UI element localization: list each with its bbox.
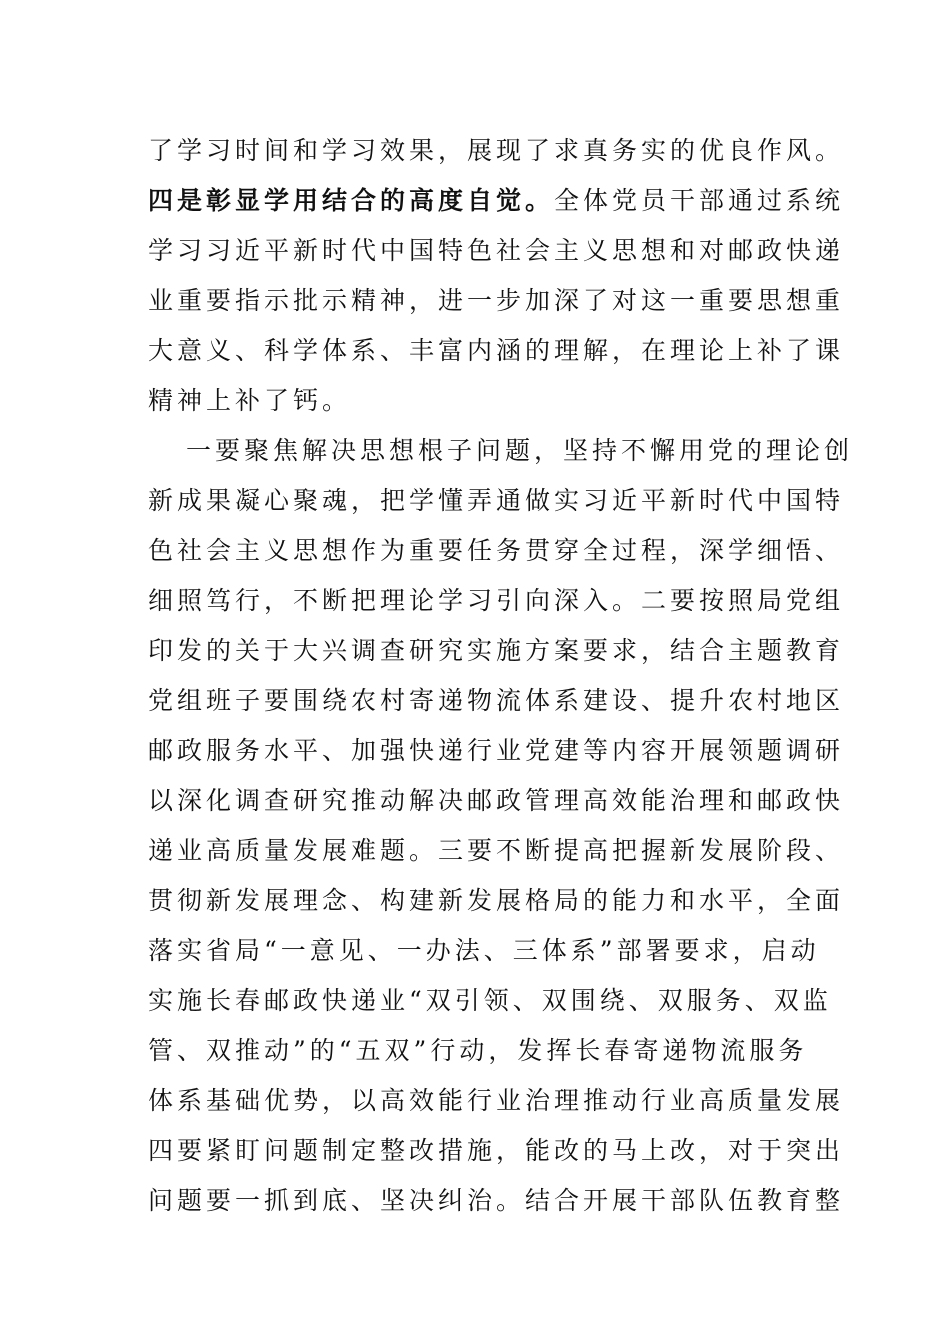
text-line: 体系基础优势，以高效能行业治理推动行业高质量发展 [148,1086,845,1115]
text-line: 印发的关于大兴调查研究实施方案要求，结合主题教育 [148,636,845,665]
text-line: 实施长春邮政快递业“双引领、双围绕、双服务、双监 [148,986,832,1015]
text-line: 以深化调查研究推动解决邮政管理高效能治理和邮政快 [148,786,845,815]
text-line: 学习习近平新时代中国特色社会主义思想和对邮政快递 [148,236,845,265]
bold-heading: 四是彰显学用结合的高度自觉。 [148,186,555,215]
text-line: 了学习时间和学习效果，展现了求真务实的优良作风。 [148,136,845,165]
text-line: 一要聚焦解决思想根子问题，坚持不懈用党的理论创 [186,436,854,465]
text-line: 精神上补了钙。 [148,386,352,415]
text-line: 落实省局“一意见、一办法、三体系”部署要求，启动 [148,936,820,965]
text-line-continuation: 全体党员干部通过系统 [554,186,845,215]
text-line: 党组班子要围绕农村寄递物流体系建设、提升农村地区 [148,686,845,715]
text-line: 业重要指示批示精神，进一步加深了对这一重要思想重 [148,286,845,315]
text-line: 管、双推动”的“五双”行动，发挥长春寄递物流服务 [148,1036,808,1065]
text-line: 贯彻新发展理念、构建新发展格局的能力和水平，全面 [148,886,845,915]
text-line: 大意义、科学体系、丰富内涵的理解，在理论上补了课 [148,336,845,365]
text-line: 四要紧盯问题制定整改措施，能改的马上改，对于突出 [148,1136,845,1165]
text-line: 新成果凝心聚魂，把学懂弄通做实习近平新时代中国特 [148,486,845,515]
text-line: 邮政服务水平、加强快递行业党建等内容开展领题调研 [148,736,845,765]
text-line: 色社会主义思想作为重要任务贯穿全过程，深学细悟、 [148,536,845,565]
text-line: 问题要一抓到底、坚决纠治。结合开展干部队伍教育整 [148,1186,845,1215]
text-line: 细照笃行，不断把理论学习引向深入。二要按照局党组 [148,586,845,615]
document-body [148,126,854,1226]
text-line [148,176,845,226]
text-line: 递业高质量发展难题。三要不断提高把握新发展阶段、 [148,836,845,865]
